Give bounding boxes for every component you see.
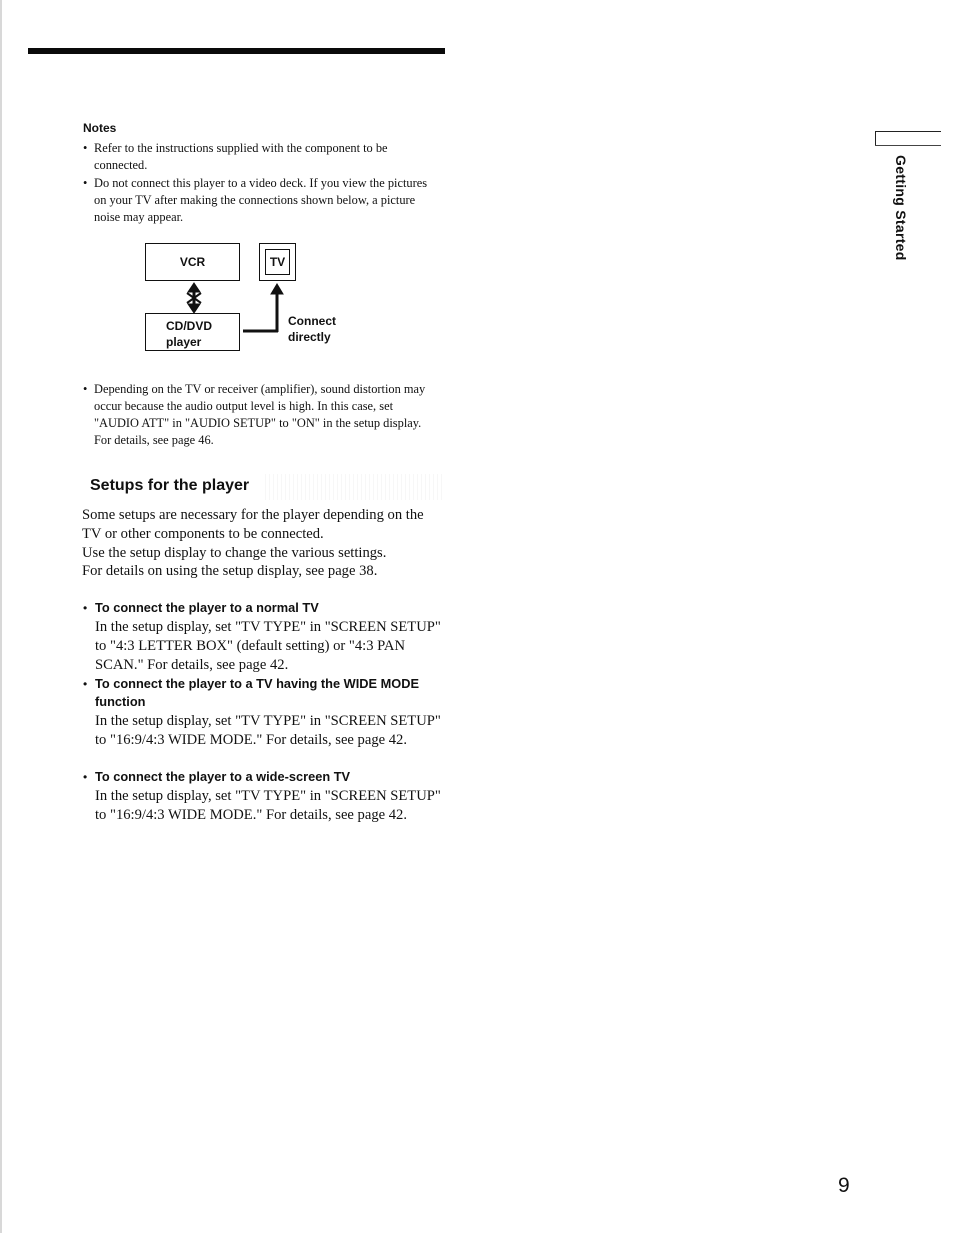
section-intro [82, 506, 442, 581]
direct-connect-arrow-icon [243, 284, 283, 332]
page-left-edge [0, 0, 2, 1233]
setup-item-body: In the setup display, set "TV TYPE" in "SCREEN SETUP" to "16:9/4:3 WIDE MODE." For details, see page 42. [95, 713, 441, 748]
bullet: • [83, 770, 88, 784]
bullet: • [83, 176, 88, 190]
intro-paragraph: For details on using the setup display, see page 38. [82, 563, 378, 580]
side-tab-rule [875, 145, 941, 146]
bullet: • [83, 601, 88, 615]
setup-item-body: In the setup display, set "TV TYPE" in "SCREEN SETUP" to "16:9/4:3 WIDE MODE." For details, see page 42. [95, 788, 441, 823]
note-item [83, 140, 438, 174]
intro-paragraph: Some setups are necessary for the player depending on the TV or other components to be connected. [82, 507, 424, 542]
not-connect-arrow-icon [187, 283, 201, 313]
setup-item-normal-tv [83, 599, 443, 674]
bullet: • [83, 382, 88, 396]
note-text: Refer to the instructions supplied with the component to be connected. [94, 141, 388, 172]
section-title: Setups for the player [90, 477, 250, 494]
setup-item-heading: To connect the player to a normal TV [95, 600, 319, 615]
side-tab-rule [875, 131, 876, 145]
note-text: Do not connect this player to a video deck. If you view the pictures on your TV after making the connections shown below, a picture noise may appear. [94, 176, 428, 224]
connect-label-line2: directly [288, 330, 331, 344]
section-title-shading [265, 474, 443, 500]
bullet: • [83, 677, 88, 691]
page-number: 9 [838, 1174, 850, 1197]
vcr-label: VCR [179, 255, 206, 269]
tv-screen-frame [265, 249, 290, 275]
setup-item-wide-screen-tv [83, 768, 443, 825]
bullet: • [83, 141, 88, 155]
player-label-line2: player [166, 335, 202, 349]
notes-heading: Notes [83, 121, 117, 135]
intro-paragraph: Use the setup display to change the various settings. [82, 544, 387, 561]
tv-box [259, 243, 296, 281]
note-text: Depending on the TV or receiver (amplifier), sound distortion may occur because the audio output level is high. In this case, set "AUDIO ATT" in "AUDIO SETUP" to "ON" in the setup display. For details, see page 46. [94, 382, 426, 447]
tv-label: TV [269, 255, 286, 269]
setup-item-wide-mode-tv [83, 675, 443, 750]
header-rule [28, 48, 445, 54]
connect-directly-label [288, 313, 336, 345]
vcr-box [145, 243, 240, 281]
note-item [83, 381, 438, 449]
connection-arrows [180, 282, 290, 342]
player-label-line1: CD/DVD [166, 319, 213, 333]
section-side-tab: Getting Started [893, 155, 909, 261]
setup-item-body: In the setup display, set "TV TYPE" in "SCREEN SETUP" to "4:3 LETTER BOX" (default setting) or "4:3 PAN SCAN." For details, see page 42. [95, 619, 441, 673]
setup-item-heading: To connect the player to a TV having the WIDE MODE function [95, 676, 419, 709]
side-tab-rule [875, 131, 941, 132]
setup-item-heading: To connect the player to a wide-screen TV [95, 769, 351, 784]
connect-label-line1: Connect [288, 314, 336, 328]
note-item [83, 175, 438, 226]
